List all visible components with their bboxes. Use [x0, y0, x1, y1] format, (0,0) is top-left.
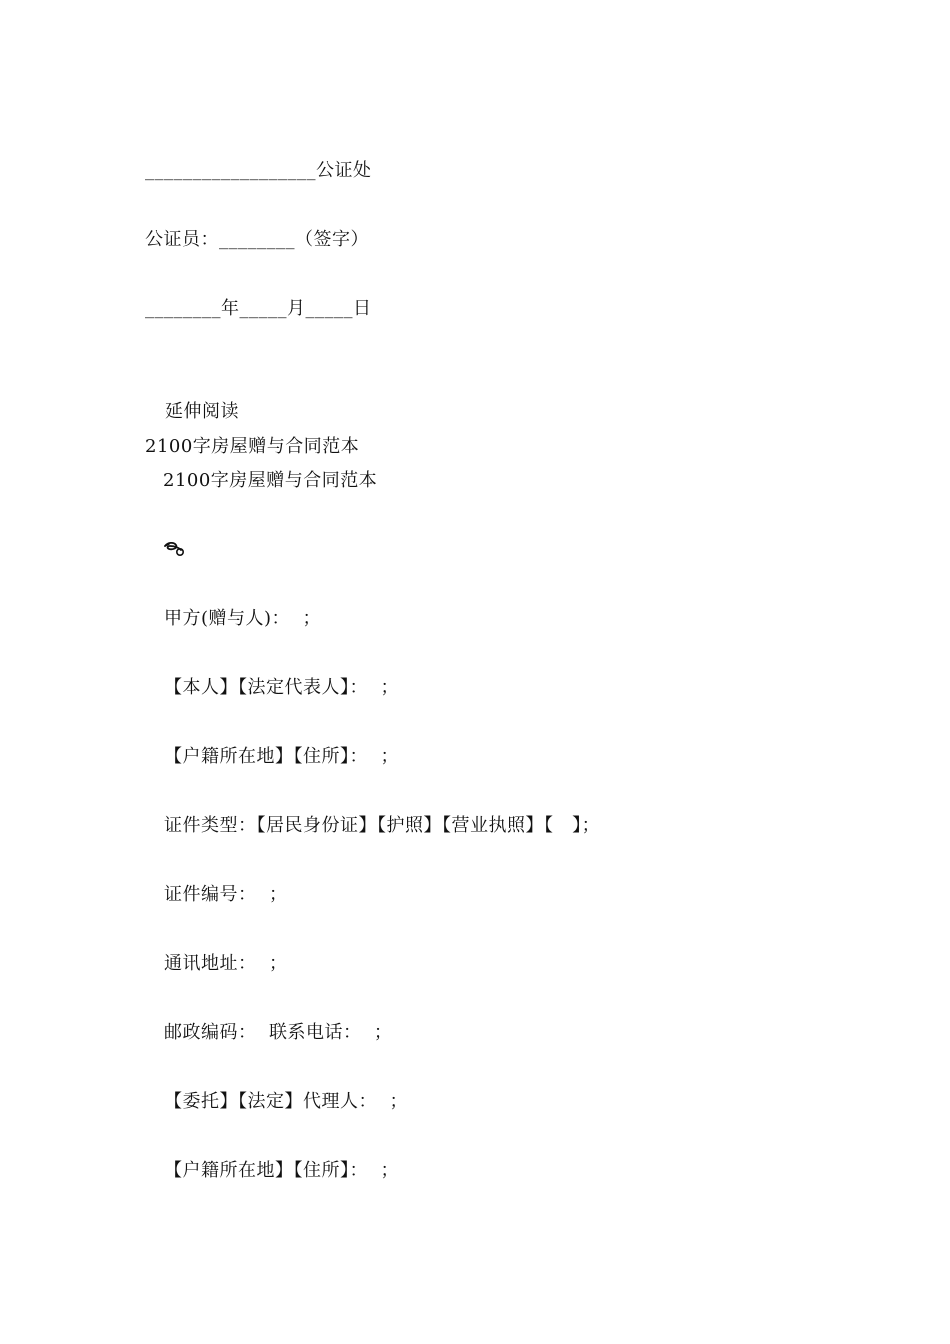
extended-reading-label: 延伸阅读	[165, 401, 239, 422]
agent-residence-line: 【户籍所在地】【住所】： ；	[164, 1160, 399, 1181]
postcode-phone-line: 邮政编码： 联系电话： ；	[164, 1022, 393, 1043]
residence-line: 【户籍所在地】【住所】： ；	[164, 746, 399, 767]
address-line: 通讯地址： ；	[164, 953, 288, 974]
id-number-line: 证件编号： ；	[164, 884, 288, 905]
principal-line: 【本人】【法定代表人】： ；	[164, 677, 399, 698]
date-line: ________年_____月_____日	[145, 298, 372, 319]
agent-line: 【委托】【法定】代理人： ；	[164, 1091, 408, 1112]
party-a-line: 甲方(赠与人)： ；	[164, 608, 321, 629]
id-type-line: 证件类型：【居民身份证】【护照】【营业执照】【 】；	[164, 815, 601, 836]
article-title-primary: 2100字房屋赠与合同范本	[145, 436, 360, 457]
article-title-secondary: 2100字房屋赠与合同范本	[163, 470, 378, 491]
decorative-symbol-icon	[163, 540, 185, 558]
notary-signature-line: 公证员：________（签字）	[145, 229, 369, 250]
notary-office-line: __________________公证处	[145, 160, 372, 181]
